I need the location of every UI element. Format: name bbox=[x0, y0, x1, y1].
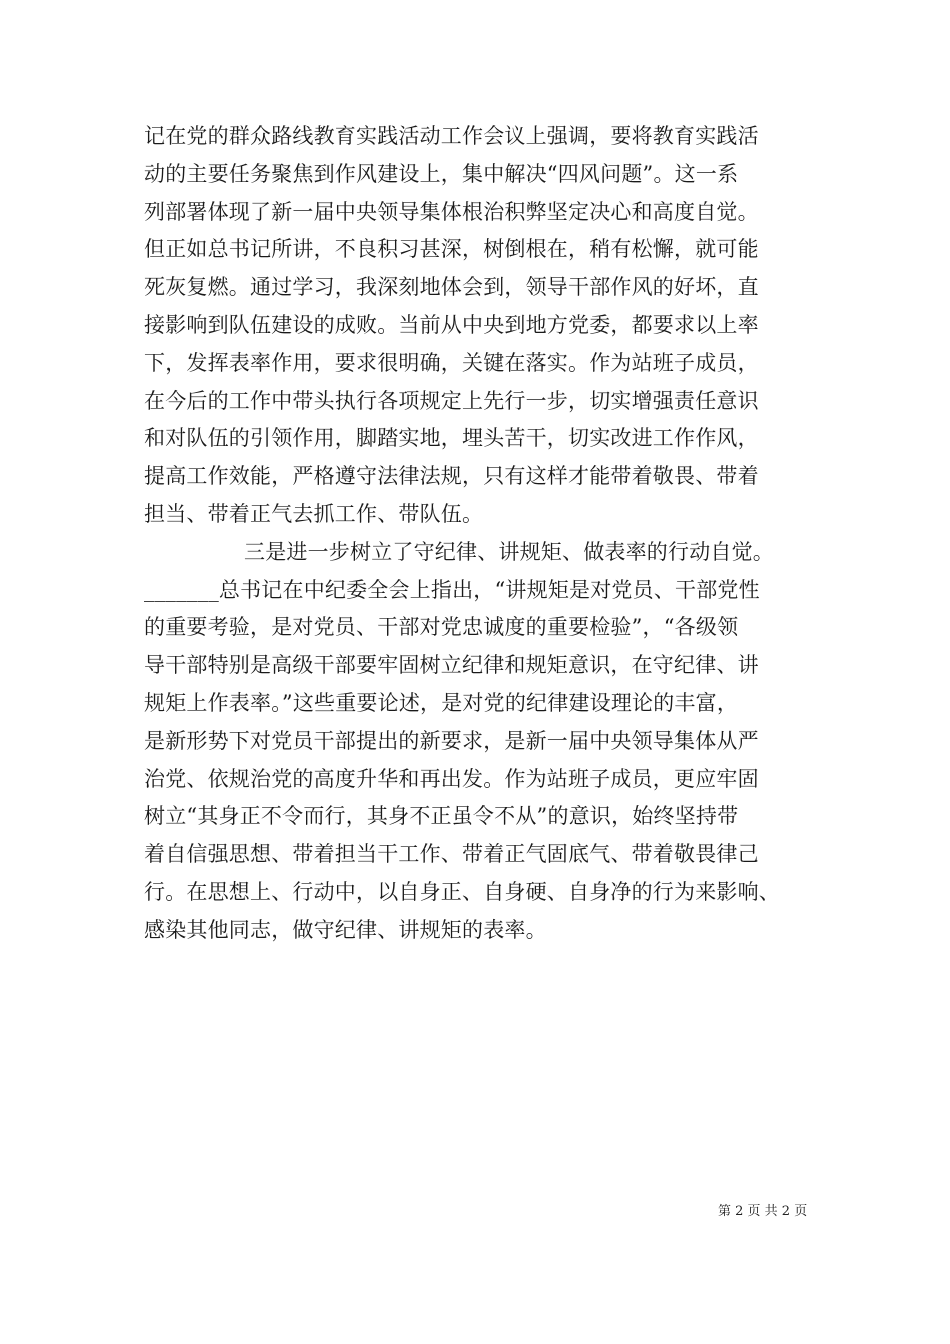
text-line: 列部署体现了新一届中央领导集体根治积弊坚定决心和高度自觉。 bbox=[144, 199, 759, 224]
body-text bbox=[144, 118, 810, 950]
section-heading-line: 三是进一步树立了守纪律、讲规矩、做表率的行动自觉。 bbox=[244, 539, 774, 564]
text-line: 担当、带着正气去抓工作、带队伍。 bbox=[144, 501, 484, 526]
text-line: 治党、依规治党的高度升华和再出发。作为站班子成员，更应牢固 bbox=[144, 766, 759, 791]
text-line: 接影响到队伍建设的成败。当前从中央到地方党委，都要求以上率 bbox=[144, 312, 759, 337]
text-line: 的重要考验，是对党员、干部对党忠诚度的重要检验”，“各级领 bbox=[144, 615, 739, 640]
text-line: 行。在思想上、行动中，以自身正、自身硬、自身净的行为来影响、 bbox=[144, 879, 780, 904]
text-line: 在今后的工作中带头执行各项规定上先行一步，切实增强责任意识 bbox=[144, 388, 759, 413]
page-number-footer: 第 2 页 共 2 页 bbox=[718, 1204, 808, 1219]
text-line: 动的主要任务聚焦到作风建设上，集中解决“四风问题”。这一系 bbox=[144, 161, 739, 186]
text-line: 下，发挥表率作用，要求很明确，关键在落实。作为站班子成员， bbox=[144, 350, 759, 375]
text-line: 树立“其身正不令而行，其身不正虽令不从”的意识，始终坚持带 bbox=[144, 804, 739, 829]
text-line: _______总书记在中纪委全会上指出，“讲规矩是对党员、干部党性 bbox=[144, 577, 760, 602]
text-line: 导干部特别是高级干部要牢固树立纪律和规矩意识，在守纪律、讲 bbox=[144, 653, 759, 678]
text-line: 着自信强思想、带着担当干工作、带着正气固底气、带着敬畏律己 bbox=[144, 842, 759, 867]
text-line: 死灰复燃。通过学习，我深刻地体会到，领导干部作风的好坏，直 bbox=[144, 275, 759, 300]
text-line: 规矩上作表率。”这些重要论述，是对党的纪律建设理论的丰富， bbox=[144, 690, 739, 715]
text-line: 感染其他同志，做守纪律、讲规矩的表率。 bbox=[144, 917, 547, 942]
text-line: 提高工作效能，严格遵守法律法规，只有这样才能带着敬畏、带着 bbox=[144, 464, 759, 489]
text-line: 但正如总书记所讲，不良积习甚深，树倒根在，稍有松懈，就可能 bbox=[144, 237, 759, 262]
text-line: 是新形势下对党员干部提出的新要求，是新一届中央领导集体从严 bbox=[144, 728, 759, 753]
text-line: 和对队伍的引领作用，脚踏实地，埋头苦干，切实改进工作作风， bbox=[144, 426, 759, 451]
text-line: 记在党的群众路线教育实践活动工作会议上强调，要将教育实践活 bbox=[144, 124, 759, 148]
